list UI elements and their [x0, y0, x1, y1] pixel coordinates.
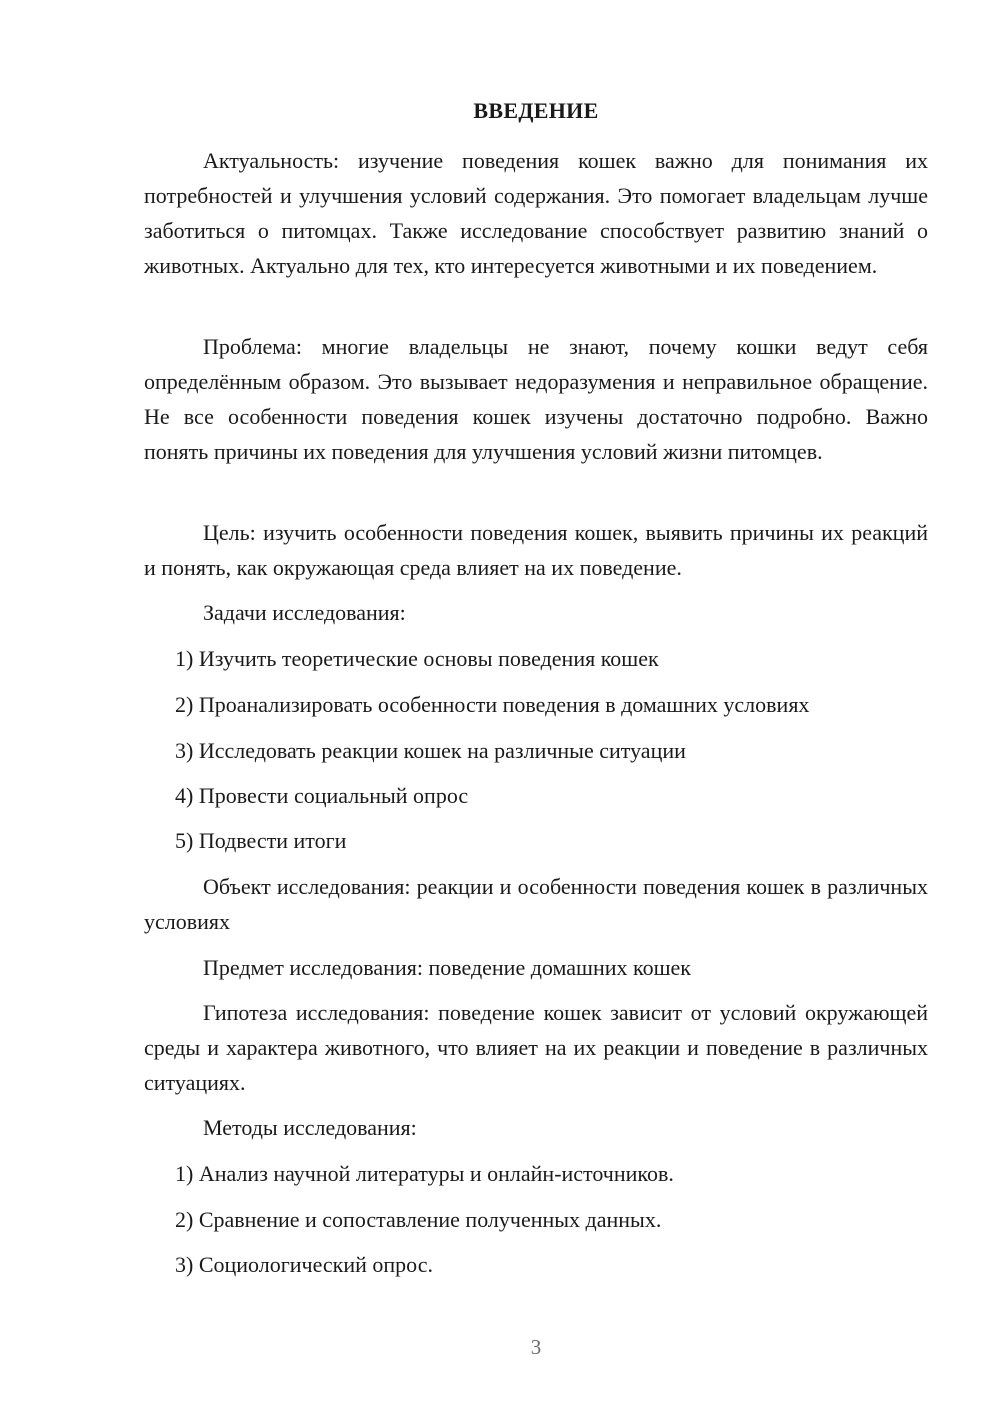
task-item-2: 2) Проанализировать особенности поведения в домашних условиях — [175, 692, 810, 717]
hypothesis-paragraph: Гипотеза исследования: поведение кошек зависит от условий окружающей среды и характера животного, что влияет на их реакции и поведение в различных ситуациях. — [144, 1000, 928, 1095]
task-item-5: 5) Подвести итоги — [175, 828, 347, 853]
object-paragraph: Объект исследования: реакции и особенности поведения кошек в различных условиях — [144, 874, 928, 934]
task-item-1: 1) Изучить теоретические основы поведения кошек — [175, 646, 659, 671]
problem-paragraph: Проблема: многие владельцы не знают, почему кошки ведут себя определённым образом. Это вызывает недоразумения и неправильное обращение. Не все особенности поведения кошек изучены достаточно подробно. Важно понять причины их поведения для улучшения условий жизни питомцев. — [144, 334, 928, 464]
page-number: 3 — [530, 1335, 542, 1359]
methods-heading: Методы исследования: — [203, 1115, 417, 1140]
subject-paragraph: Предмет исследования: поведение домашних кошек — [203, 955, 691, 980]
method-item-1: 1) Анализ научной литературы и онлайн-источников. — [175, 1161, 674, 1186]
relevance-paragraph: Актуальность: изучение поведения кошек важно для понимания их потребностей и улучшения условий содержания. Это помогает владельцам лучше заботиться о питомцах. Также исследование способствует развитию знаний о животных. Актуально для тех, кто интересуется животными и их поведением. — [144, 148, 928, 278]
method-item-2: 2) Сравнение и сопоставление полученных данных. — [175, 1207, 662, 1232]
task-item-3: 3) Исследовать реакции кошек на различные ситуации — [175, 738, 686, 763]
goal-paragraph: Цель: изучить особенности поведения кошек, выявить причины их реакций и понять, как окружающая среда влияет на их поведение. — [144, 520, 928, 580]
method-item-3: 3) Социологический опрос. — [175, 1252, 433, 1277]
section-title: ВВЕДЕНИЕ — [473, 98, 599, 123]
tasks-heading: Задачи исследования: — [203, 600, 406, 625]
task-item-4: 4) Провести социальный опрос — [175, 783, 469, 808]
